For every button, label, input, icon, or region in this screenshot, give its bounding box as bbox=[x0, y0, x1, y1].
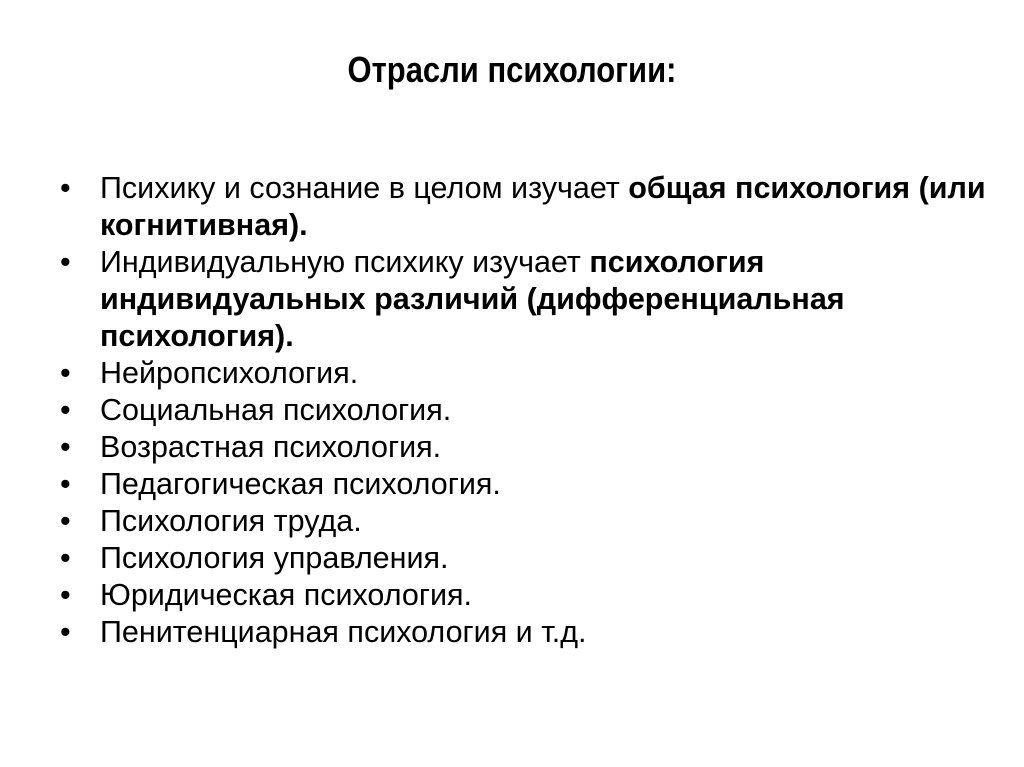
list-item-normal-text: Педагогическая психология. bbox=[100, 467, 501, 501]
list-item bbox=[60, 540, 990, 577]
list-item bbox=[60, 503, 990, 540]
list-item-bold-text: общая психология (или когнитивная). bbox=[100, 171, 986, 242]
list-item bbox=[60, 355, 990, 392]
list-item-text bbox=[100, 540, 990, 577]
list-item-text bbox=[100, 244, 990, 355]
list-item-normal-text: Психология управления. bbox=[100, 541, 449, 575]
bullet-icon: • bbox=[60, 171, 71, 205]
list-item-text bbox=[100, 614, 990, 651]
bullet-icon: • bbox=[60, 245, 71, 279]
list-item-normal-text: Социальная психология. bbox=[100, 393, 452, 427]
list-item-normal-text: Пенитенциарная психология и т.д. bbox=[100, 615, 587, 649]
list-item bbox=[60, 244, 990, 355]
list-item-text bbox=[100, 429, 990, 466]
list-item-text bbox=[100, 392, 990, 429]
list-item-text bbox=[100, 503, 990, 540]
list-item-normal-text: Нейропсихология. bbox=[100, 356, 359, 390]
list-item-text bbox=[100, 355, 990, 392]
list-item-normal-text: Психология труда. bbox=[100, 504, 362, 538]
list-item-bold-text: психология индивидуальных различий (дифференциальная психология). bbox=[100, 245, 845, 353]
slide-title: Отрасли психологии: bbox=[347, 49, 677, 90]
list-item-text bbox=[100, 466, 990, 503]
list-item bbox=[60, 614, 990, 651]
bullet-icon: • bbox=[60, 356, 71, 390]
bullet-icon: • bbox=[60, 578, 71, 612]
bullet-icon: • bbox=[60, 467, 71, 501]
list-item-normal-text: Юридическая психология. bbox=[100, 578, 472, 612]
bullet-icon: • bbox=[60, 615, 71, 649]
list-item bbox=[60, 466, 990, 503]
list-item bbox=[60, 170, 990, 244]
list-item-normal-text: Возрастная психология. bbox=[100, 430, 442, 464]
bullet-icon: • bbox=[60, 541, 71, 575]
list-item-normal-text: Индивидуальную психику изучает bbox=[100, 245, 590, 279]
list-item bbox=[60, 577, 990, 614]
bullet-list bbox=[60, 170, 990, 651]
bullet-icon: • bbox=[60, 393, 71, 427]
list-item-text bbox=[100, 170, 990, 244]
list-item bbox=[60, 429, 990, 466]
bullet-icon: • bbox=[60, 430, 71, 464]
list-item-normal-text: Психику и сознание в целом изучает bbox=[100, 171, 629, 205]
bullet-icon: • bbox=[60, 504, 71, 538]
list-item bbox=[60, 392, 990, 429]
list-item-text bbox=[100, 577, 990, 614]
